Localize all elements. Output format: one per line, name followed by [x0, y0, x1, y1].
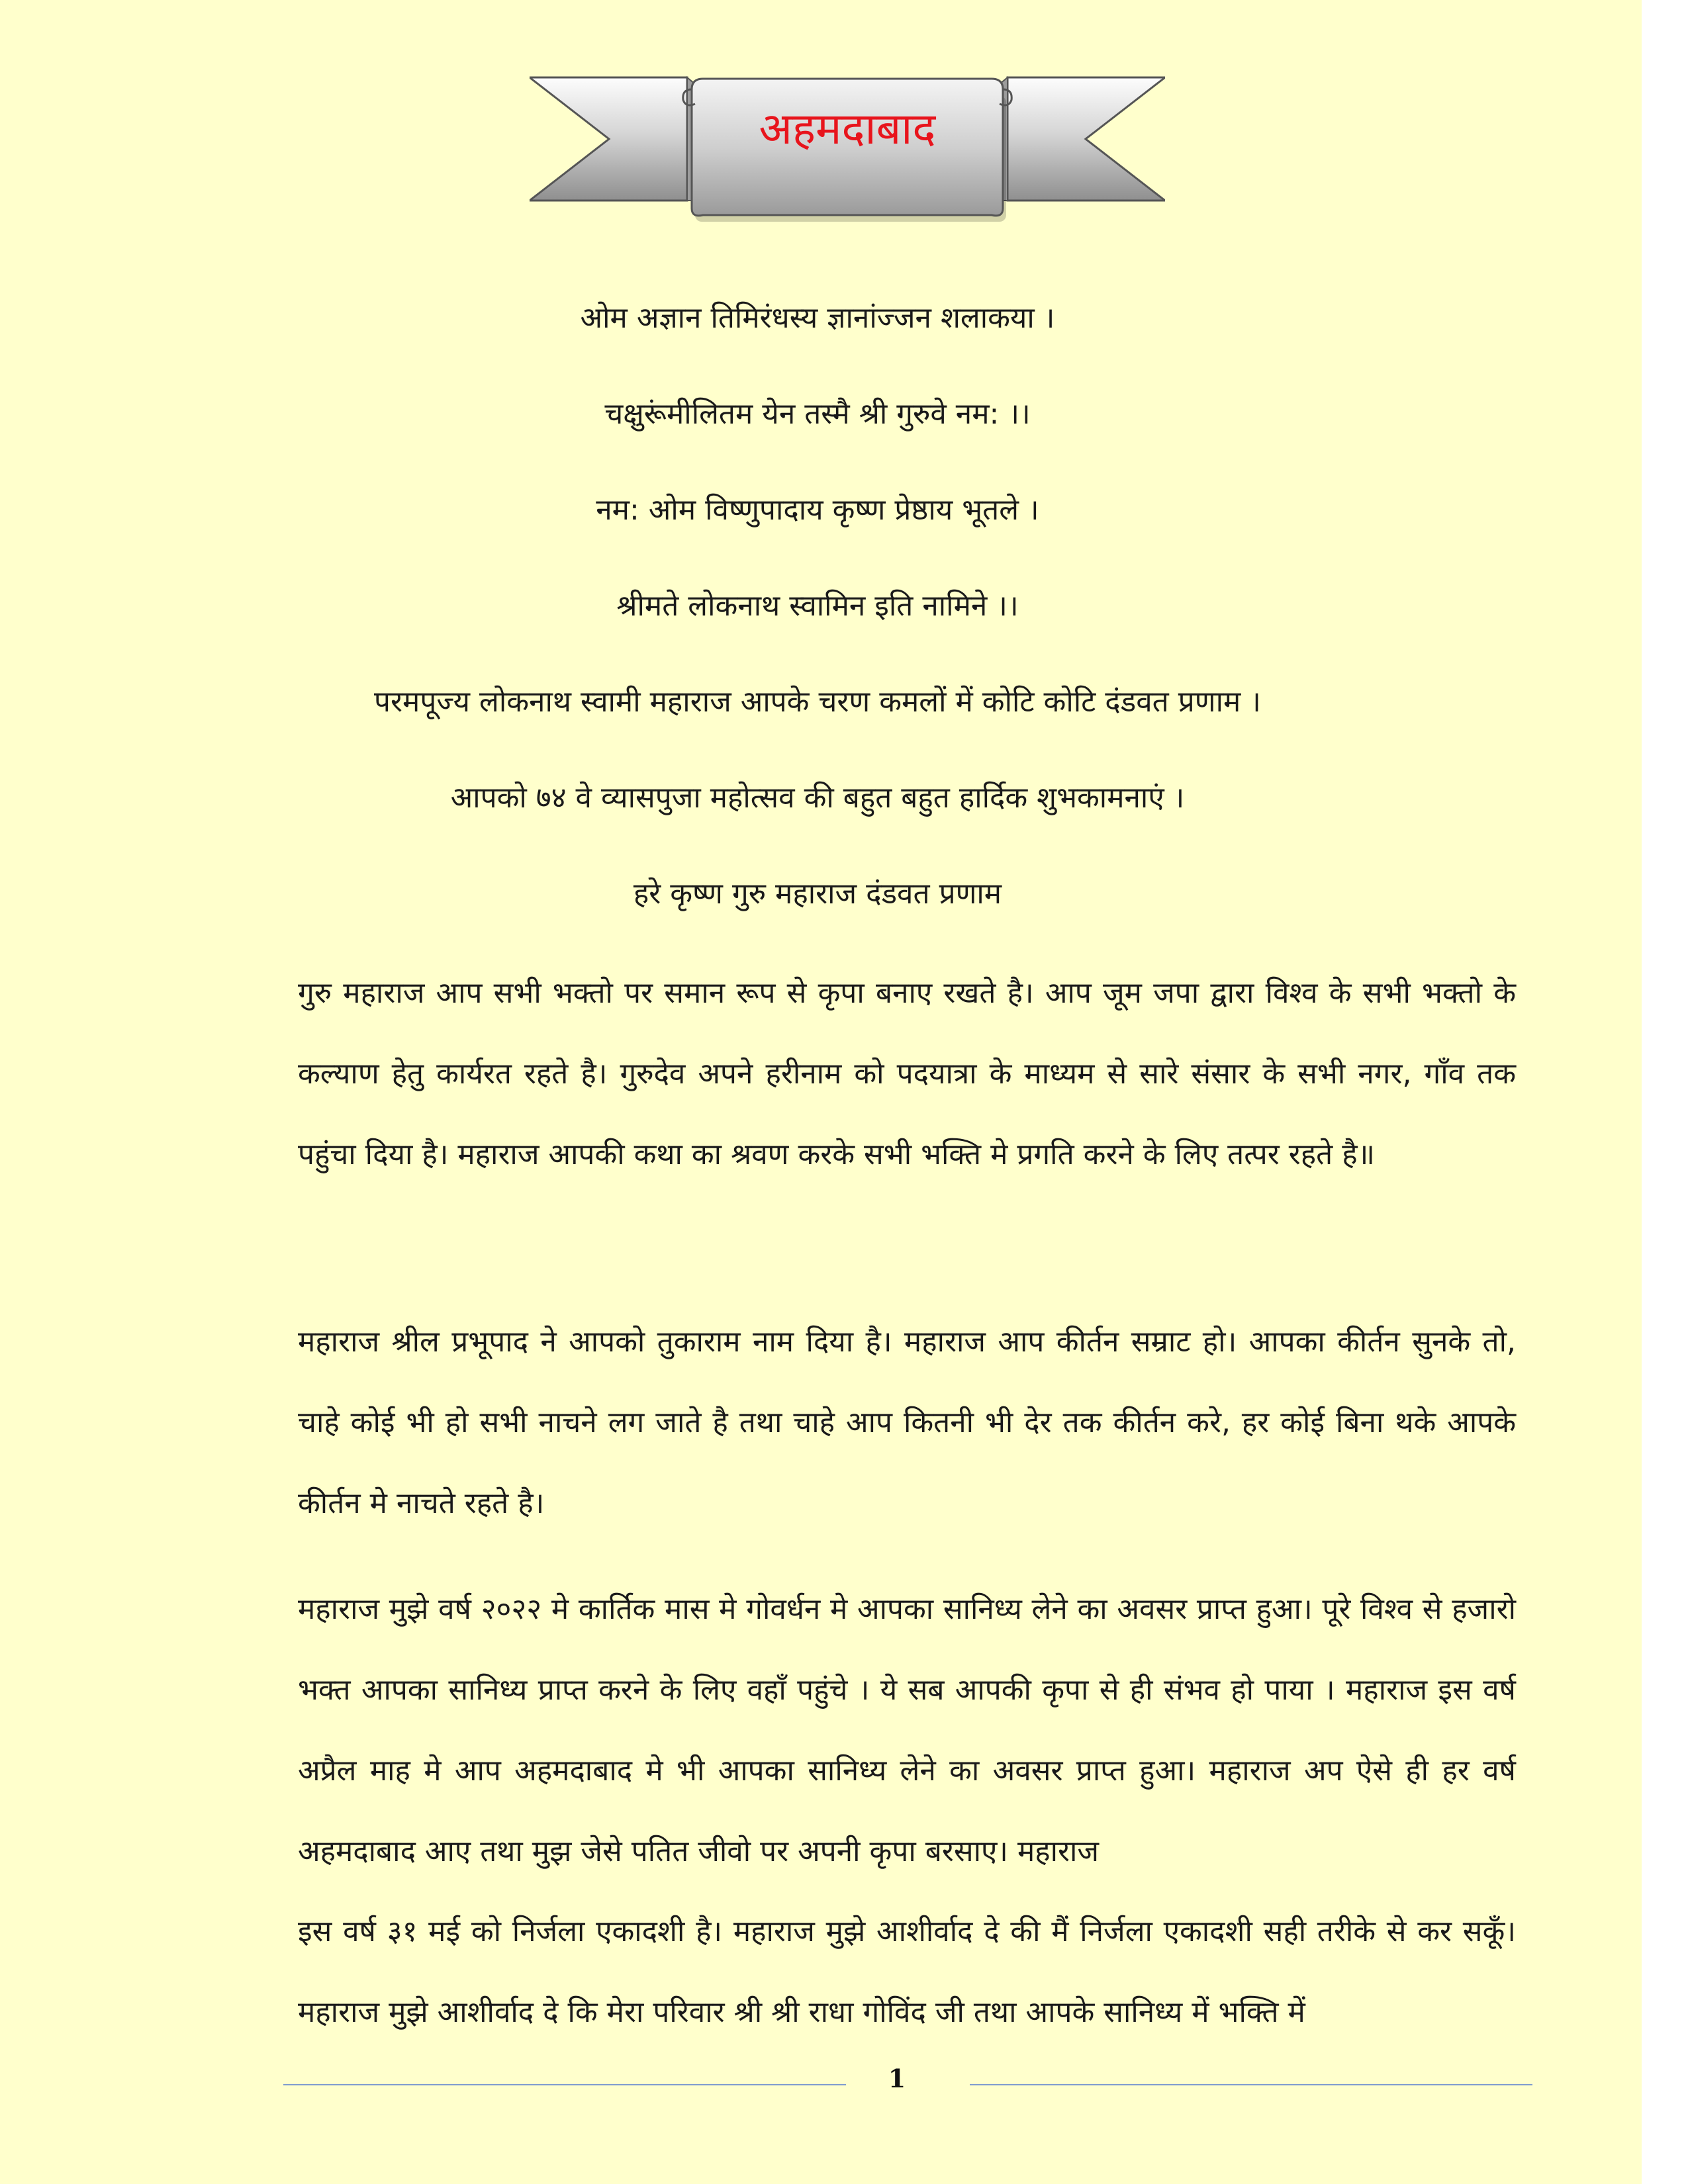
footer-rule-right	[970, 2084, 1532, 2085]
hare-krishna-line: हरे कृष्ण गुरु महाराज दंडवत प्रणाम	[633, 877, 1002, 911]
page-number: 1	[888, 2064, 906, 2093]
salutation-line: परमपूज्य लोकनाथ स्वामी महाराज आपके चरण कमलों में कोटि कोटि दंडवत प्रणाम ।	[374, 685, 1261, 719]
mantra-line-4: श्रीमते लोकनाथ स्वामिन इति नामिने ।।	[616, 589, 1019, 623]
mantra-line-2: चक्षुरूंमीलितम येन तस्मै श्री गुरुवे नम: ।।	[604, 397, 1031, 431]
ribbon-left-tail	[530, 77, 687, 201]
ribbon-right-tail	[1008, 77, 1165, 201]
page-title: अहमदाबाद	[759, 103, 936, 154]
paragraph-4: इस वर्ष ३१ मई को निर्जला एकादशी है। महाराज मुझे आशीर्वाद दे की मैं निर्जला एकादशी सही तरीके से कर सकूँ। महाराज मुझे आशीर्वाद दे कि मेरा परिवार श्री श्री राधा गोविंद जी तथा आपके सानिध्य में भक्ति में	[298, 1915, 1516, 2029]
footer-rule-left	[283, 2084, 846, 2085]
paragraph-3: महाराज मुझे वर्ष २०२२ मे कार्तिक मास मे गोवर्धन मे आपका सानिध्य लेने का अवसर प्राप्त हुआ। पूरे विश्व से हजारो भक्त आपका सानिध्य प्राप्त करने के लिए वहाँ पहुंचे । ये सब आपकी कृपा से ही संभव हो पाया । महाराज इस वर्ष अप्रैल माह मे आप अहमदाबाद मे भी आपका सानिध्य लेने का अवसर प्राप्त हुआ। महाराज अप ऐसे ही हर वर्ष अहमदाबाद आए तथा मुझ जेसे पतित जीवो पर अपनी कृपा बरसाए। महाराज	[298, 1592, 1516, 1868]
mantra-line-1: ओम अज्ञान तिमिरंधस्य ज्ञानांज्जन शलाकया ।	[580, 301, 1055, 335]
mantra-line-3: नम: ओम विष्णुपादाय कृष्ण प्रेष्ठाय भूतले ।	[596, 493, 1039, 527]
title-banner	[530, 69, 1165, 228]
paragraph-1: गुरु महाराज आप सभी भक्तो पर समान रूप से कृपा बनाए रखते है। आप जूम जपा द्वारा विश्व के सभी भक्तो के कल्याण हेतु कार्यरत रहते है। गुरुदेव अपने हरीनाम को पदयात्रा के माध्यम से सारे संसार के सभी नगर, गाँव तक पहुंचा दिया है। महाराज आपकी कथा का श्रवण करके सभी भक्ति मे प्रगति करने के लिए तत्पर रहते है॥	[298, 976, 1516, 1171]
paragraph-2: महाराज श्रील प्रभूपाद ने आपको तुकाराम नाम दिया है। महाराज आप कीर्तन सम्राट हो। आपका कीर्तन सुनके तो, चाहे कोई भी हो सभी नाचने लग जाते है तथा चाहे आप कितनी भी देर तक कीर्तन करे, हर कोई बिना थके आपके कीर्तन मे नाचते रहते है।	[298, 1325, 1516, 1520]
greeting-line: आपको ७४ वे व्यासपुजा महोत्सव की बहुत बहुत हार्दिक शुभकामनाएं ।	[450, 781, 1185, 815]
